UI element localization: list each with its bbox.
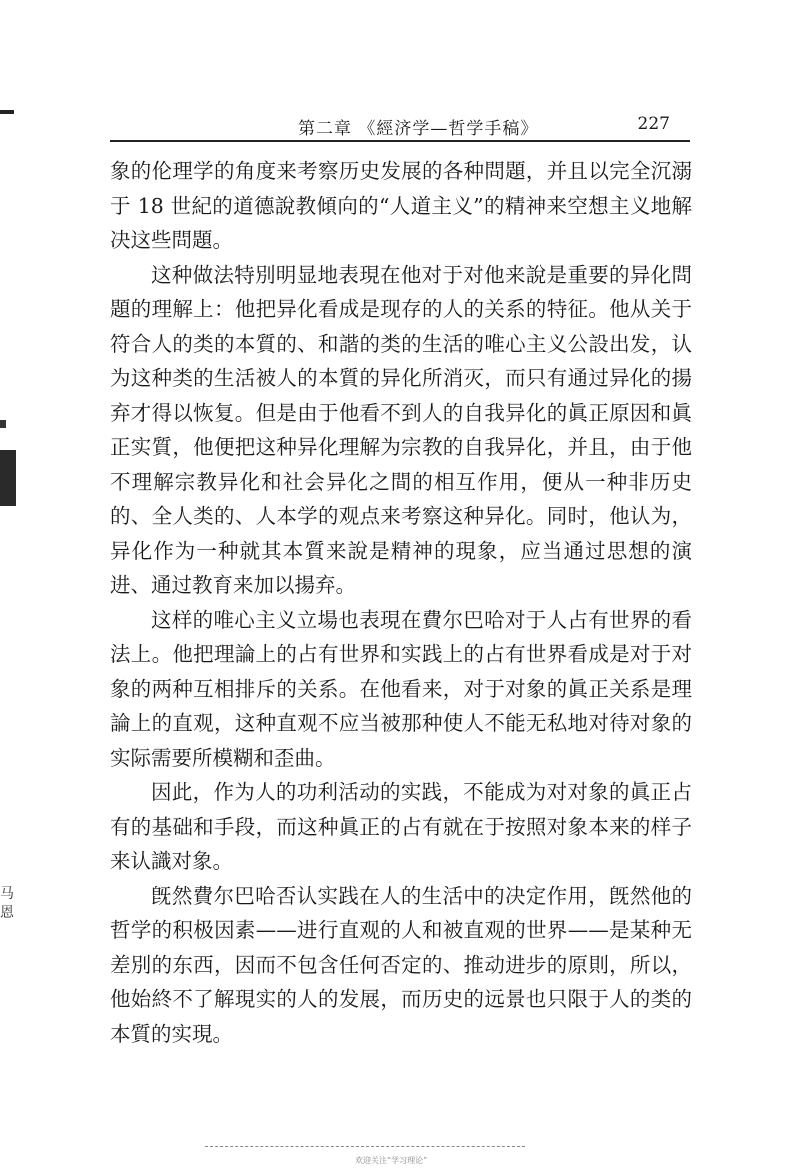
- paragraph-3: 这样的唯心主义立場也表現在費尔巴哈对于人占有世界的看法上。他把理論上的占有世界和实践上的占有世界看成是对于对象的两种互相排斥的关系。在他看来，对于对象的眞正关系是理論上的直观，这种直观不应当被那种使人不能无私地对待对象的实际需要所模糊和歪曲。: [110, 607, 692, 770]
- paragraph-5: 旣然費尔巴哈否认实践在人的生活中的决定作用，旣然他的哲学的积极因素——进行直观的人和被直观的世界——是某种无差別的东西，因而不包含任何否定的、推动进步的原則，所以，他始終不了解現实的人的发展，而历史的远景也只限于人的类的本質的实現。: [110, 883, 692, 1046]
- footer-note: 欢迎关注“学习理论”: [355, 1156, 428, 1165]
- running-title: 第二章 《經济学—哲学手稿》: [298, 119, 539, 139]
- paragraph-2: 这种做法特別明显地表現在他对于对他来說是重要的异化問題的理解上：他把异化看成是现存的人的关系的特征。他从关于符合人的类的本質的、和諧的类的生活的唯心主义公設出发，认为这种类的生活被人的本質的异化所消灭，而只有通过异化的揚弃才得以恢复。但是由于他看不到人的自我异化的眞正原因和眞正实質，他便把这种异化理解为宗教的自我异化，并且，由于他不理解宗教异化和社会异化之間的相互作用，便从一种非历史的、全人类的、人本学的观点来考察这种异化。同时，他认为，异化作为一种就其本質来說是精神的現象，应当通过思想的演进、通过教育来加以揚弃。: [110, 262, 692, 597]
- scan-edge-block: [0, 450, 16, 506]
- scan-edge-dot: [0, 420, 6, 428]
- margin-fragment: 马恩: [0, 886, 14, 921]
- scan-edge-mark: [0, 110, 14, 114]
- paragraph-4: 因此，作为人的功利活动的实践，不能成为对对象的眞正占有的基础和手段，而这种眞正的占有就在于按照对象本来的样子来认識对象。: [110, 780, 692, 873]
- running-head: [110, 106, 690, 142]
- body-text: [110, 154, 692, 1051]
- page-number: 227: [637, 114, 670, 134]
- footer-divider: [205, 1146, 525, 1147]
- paragraph-1: 象的伦理学的角度来考察历史发展的各种問題，并且以完全沉溺于 18 世紀的道德說教傾向的“人道主义”的精神来空想主义地解决这些問題。: [110, 159, 692, 252]
